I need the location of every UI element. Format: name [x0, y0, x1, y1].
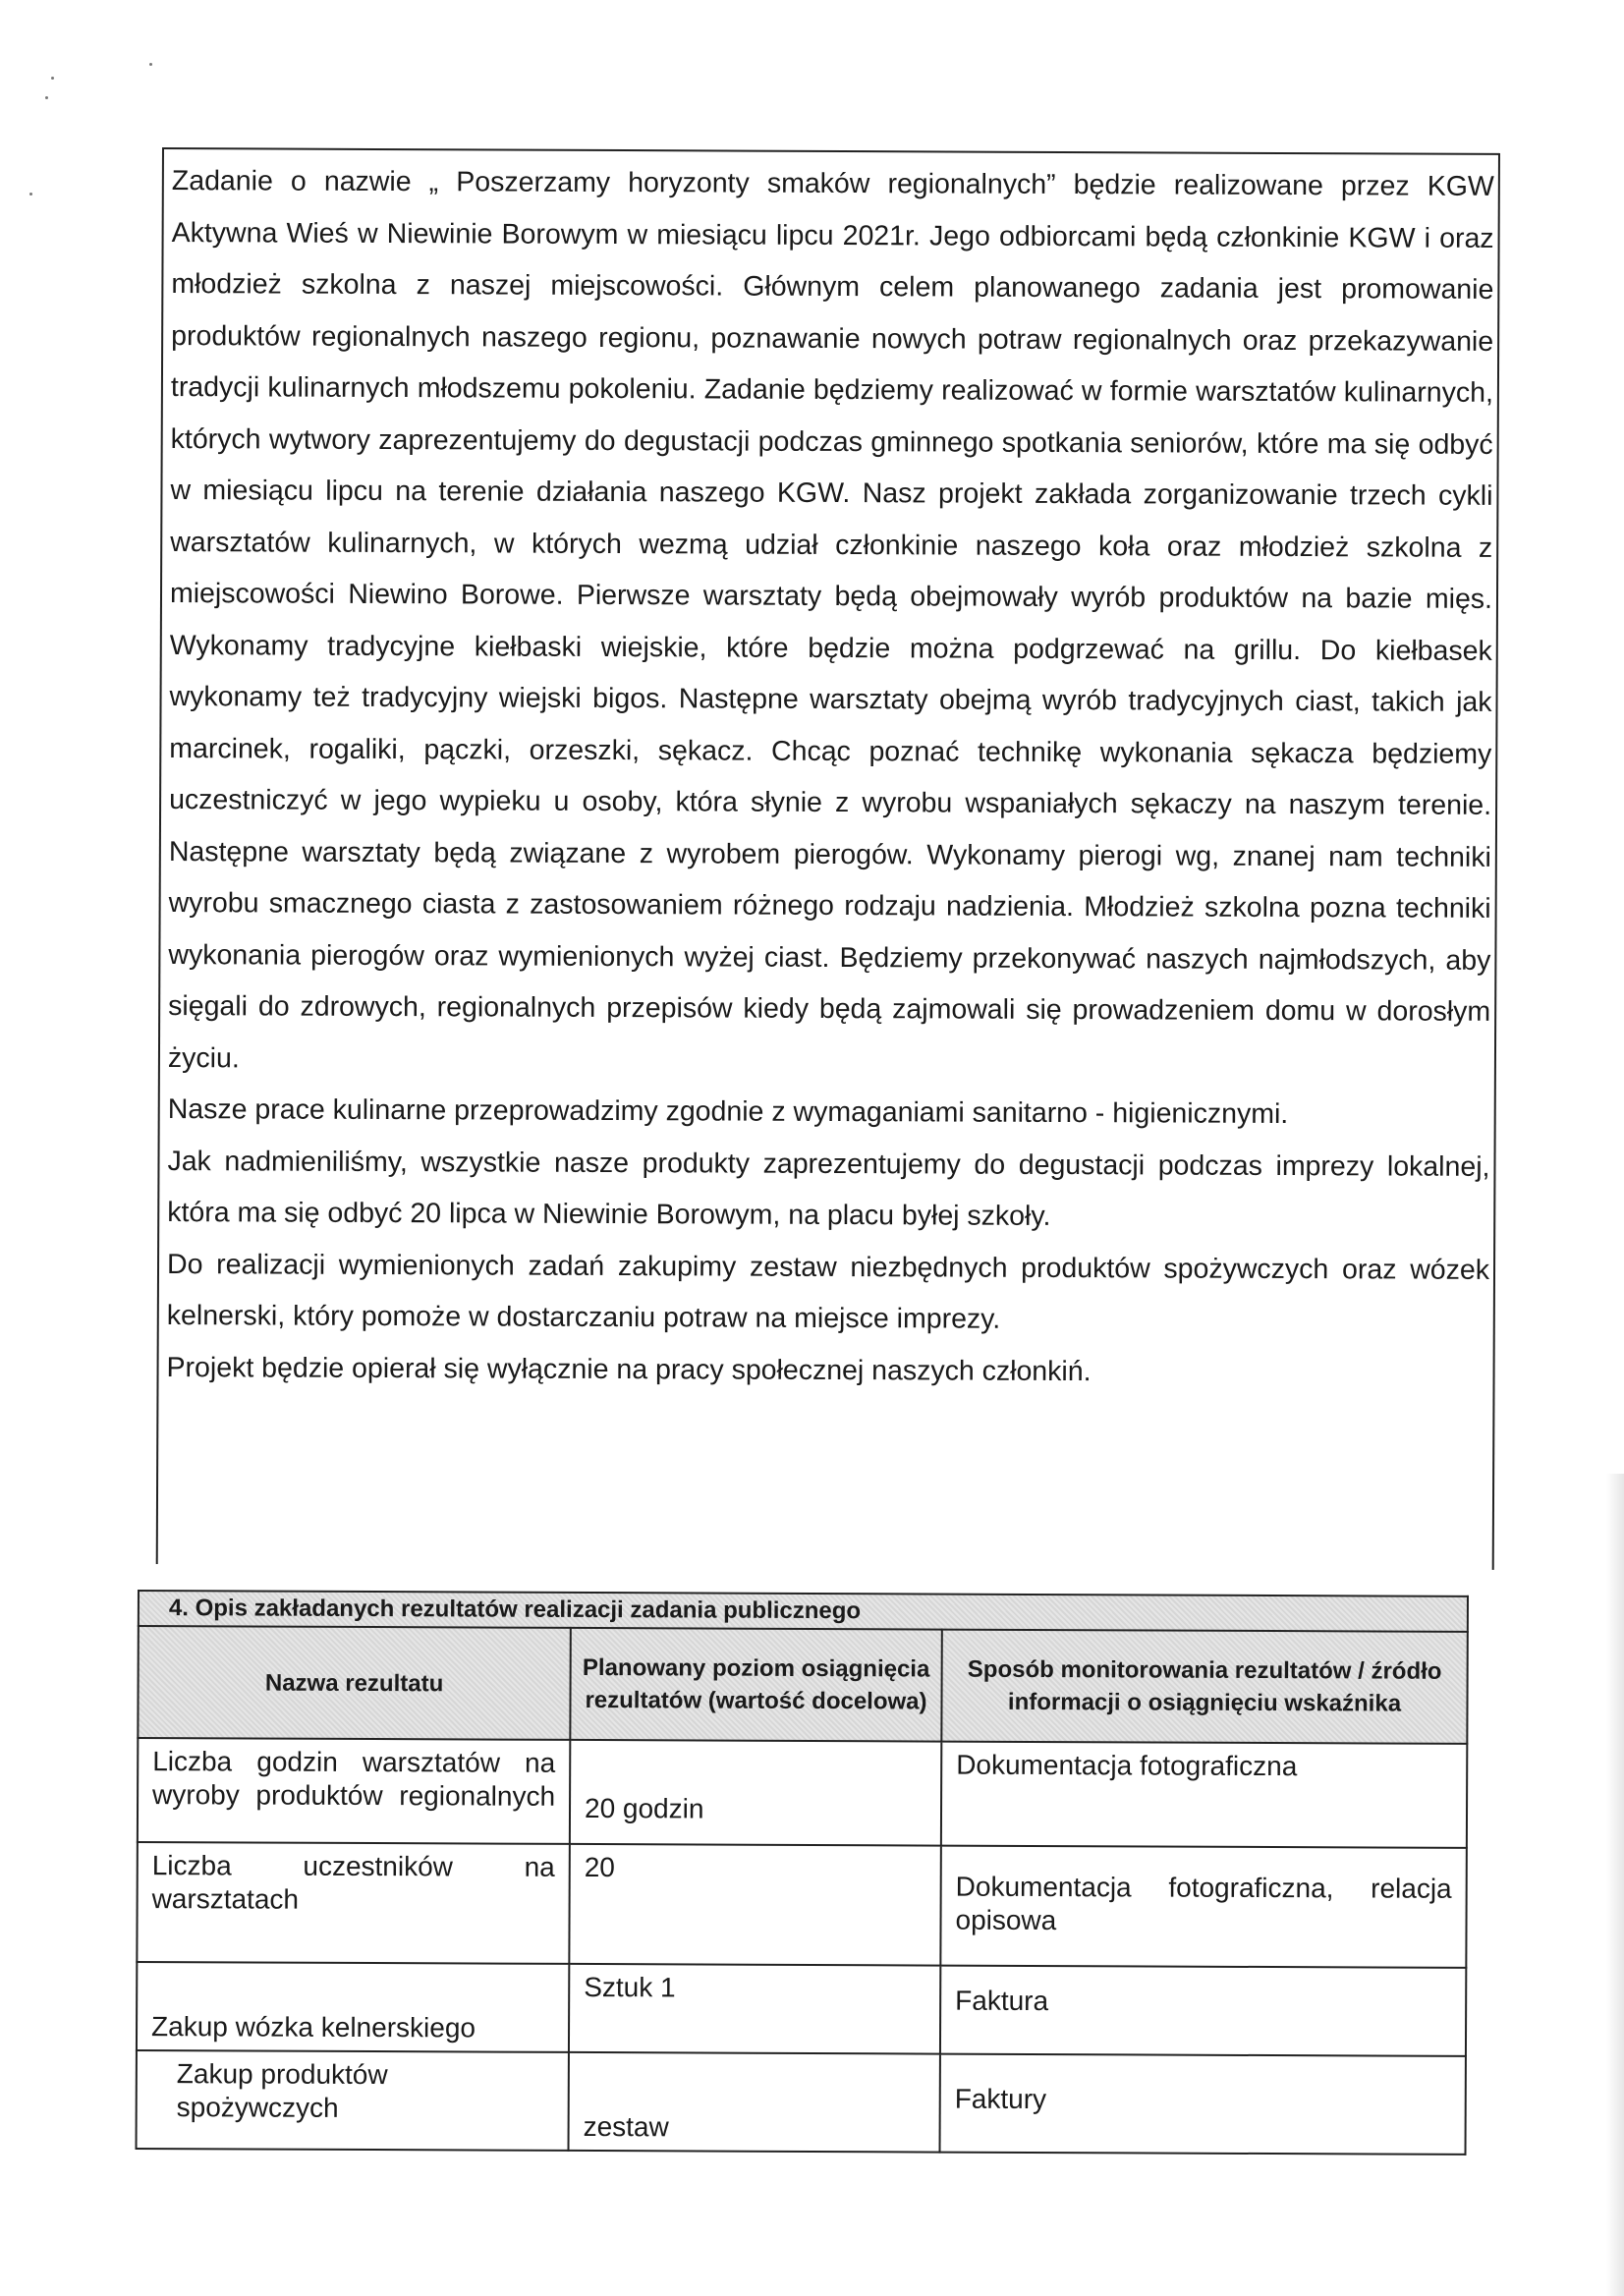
result-name-cell: Liczba godzin warsztatów na wyroby produktów regionalnych — [138, 1738, 570, 1844]
result-monitoring-cell: Dokumentacja fotograficzna, relacja opisowa — [940, 1846, 1467, 1968]
table-row — [137, 1842, 1467, 1968]
scan-speck — [45, 96, 48, 99]
result-name-cell: Zakup produktów spożywczych — [137, 2050, 569, 2151]
header-monitoring-method: Sposób monitorowania rezultatów / źródło informacji o osiągnięciu wskaźnika — [941, 1630, 1467, 1744]
table-row — [137, 1962, 1466, 2056]
result-level-cell: 20 — [569, 1844, 941, 1966]
scan-edge-shadow — [1606, 1474, 1624, 2296]
header-result-name: Nazwa rezultatu — [138, 1626, 570, 1740]
description-paragraph: Zadanie o nazwie „ Poszerzamy horyzonty smaków regionalnych” będzie realizowane przez KGW Aktywna Wieś w Niewinie Borowym w miesiącu lipcu 2021r. Jego odbiorcami będą członkinie KGW i oraz młodzież szkolna z naszej miejscowości. Głównym celem planowanego zadania jest promowanie produktów regionalnych naszego regionu, poznawanie nowych potraw regionalnych oraz przekazywanie tradycji kulinarnych młodszemu pokoleniu. Zadanie będziemy realizować w formie warsztatów kulinarnych, których wytwory zaprezentujemy do degustacji podczas gminnego spotkania seniorów, które ma się odbyć w miesiącu lipcu na terenie działania naszego KGW. Nasz projekt zakłada zorganizowanie trzech cykli warsztatów kulinarnych, w których wezmą udział członkinie naszego koła oraz młodzież szkolna z miejscowości Niewino Borowe. Pierwsze warsztaty będą obejmowały wyrób produktów na bazie mięs. Wykonamy tradycyjne kiełbaski wiejskie, które będzie można podgrzewać na grillu. Do kiełbasek wykonamy też tradycyjny wiejski bigos. Następne warsztaty obejmą wyrób tradycyjnych ciast, takich jak marcinek, rogaliki, pączki, orzeszki, sękacz. Chcąc poznać technikę wykonania sękacza będziemy uczestniczyć w jego wypieku u osoby, która słynie z wyrobu wspaniałych sękaczy na naszym terenie. Następne warsztaty będą związane z wyrobem pierogów. Wykonamy pierogi wg, znanej nam techniki wyrobu smacznego ciasta z zastosowaniem różnego rodzaju nadzienia. Młodzież szkolna pozna techniki wykonania pierogów oraz wymienionych wyżej ciast. Będziemy przekonywać naszych najmłodszych, aby sięgali do zdrowych, regionalnych przepisów kiedy będą zajmowali się prowadzeniem domu w dorosłym życiu. — [167, 165, 1494, 1074]
results-section-title: 4. Opis zakładanych rezultatów realizacji zadania publicznego — [138, 1590, 1469, 1631]
table-row — [138, 1738, 1467, 1848]
scan-speck — [29, 193, 32, 196]
scan-speck — [149, 63, 152, 66]
results-table — [136, 1625, 1469, 2156]
result-monitoring-cell: Faktura — [940, 1966, 1466, 2056]
table-row — [137, 2050, 1466, 2155]
header-planned-level: Planowany poziom osiągnięcia rezultatów (wartość docelowa) — [570, 1628, 941, 1742]
result-monitoring-cell: Dokumentacja fotograficzna — [941, 1742, 1467, 1848]
description-paragraph: Jak nadmieniliśmy, wszystkie nasze produkty zaprezentujemy do degustacji podczas imprezy lokalnej, która ma się odbyć 20 lipca w Niewinie Borowym, na placu byłej szkoły. — [167, 1145, 1490, 1232]
result-level-cell: Sztuk 1 — [569, 1964, 940, 2054]
description-paragraph: Projekt będzie opierał się wyłącznie na pracy społecznej naszych członkiń. — [166, 1351, 1092, 1387]
description-paragraph: Do realizacji wymienionych zadań zakupimy zestaw niezbędnych produktów spożywczych oraz wózek kelnerski, który pomoże w dostarczaniu potraw na miejsce imprezy. — [166, 1248, 1490, 1335]
result-level-cell: zestaw — [569, 2052, 940, 2153]
result-name-cell: Zakup wózka kelnerskiego — [137, 1962, 569, 2052]
result-name-cell: Liczba uczestników na warsztatach — [137, 1842, 570, 1964]
scan-speck — [51, 77, 54, 80]
description-paragraph: Nasze prace kulinarne przeprowadzimy zgodnie z wymaganiami sanitarno - higienicznymi. — [167, 1093, 1289, 1131]
result-monitoring-cell: Faktury — [940, 2054, 1466, 2155]
results-table-header-row — [138, 1626, 1467, 1744]
result-level-cell: 20 godzin — [570, 1740, 941, 1846]
task-description-text — [166, 155, 1493, 1399]
task-description-box — [156, 147, 1500, 1570]
results-section — [136, 1590, 1469, 2156]
